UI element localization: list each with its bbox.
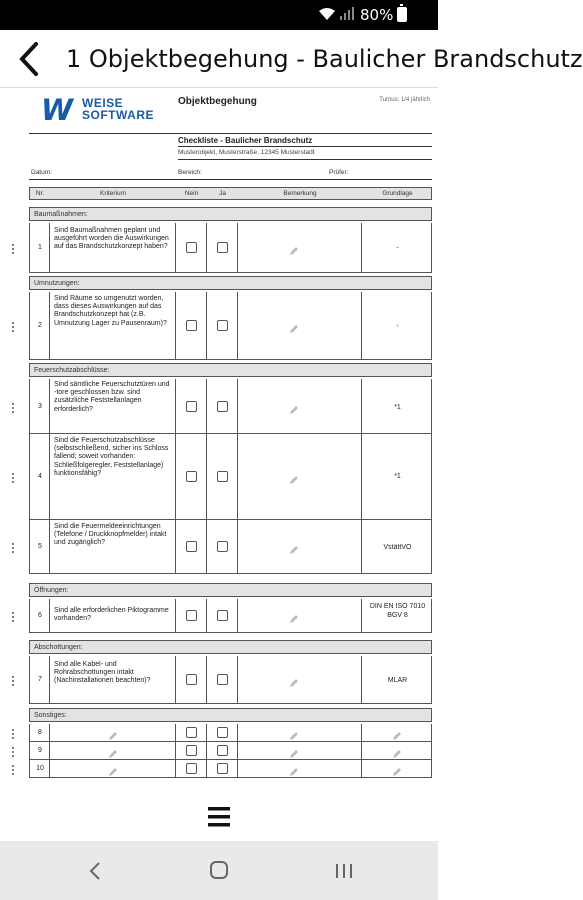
- criterion-text: Sind alle Kabel- und Rohrabschottungen intakt (Nachinstallationen beachten)?: [54, 661, 151, 685]
- table-header: [29, 187, 432, 200]
- checklist-row: [29, 379, 432, 434]
- edit-remark-icon[interactable]: [289, 746, 299, 756]
- drag-handle-icon[interactable]: [10, 401, 16, 413]
- checkbox-nein[interactable]: [186, 242, 197, 253]
- battery-icon: [397, 7, 407, 22]
- checkbox-ja[interactable]: [217, 471, 228, 482]
- section-header: Baumaßnahmen:: [29, 207, 432, 221]
- edit-remark-icon[interactable]: [289, 542, 299, 552]
- criterion-text: Sind Räume so umgenutzt worden, dass dieses Auswirkungen auf das Brandschutzkonzept hat (z.B. Umnutzung Lager zu Pausenraum)?: [54, 295, 167, 327]
- edit-remark-icon[interactable]: [289, 675, 299, 685]
- row-number: 4: [38, 473, 42, 480]
- row-number: 8: [38, 729, 42, 736]
- edit-remark-icon[interactable]: [289, 402, 299, 412]
- drag-handle-icon[interactable]: [10, 727, 16, 739]
- row-number: 7: [38, 676, 42, 683]
- status-bar: [0, 0, 438, 30]
- checklist-row-empty: [29, 760, 432, 778]
- checkbox-nein[interactable]: [186, 727, 197, 738]
- drag-handle-icon[interactable]: [10, 541, 16, 553]
- battery-percent: 80%: [360, 6, 394, 24]
- edit-grundlage-icon[interactable]: [392, 764, 402, 774]
- edit-remark-icon[interactable]: [289, 611, 299, 621]
- criterion-text: Sind die Feuerschutzabschlüsse (selbstschließend, sicher ins Schloss fallend; soweit vorhanden: Schließfolgeregler, Feststellanlage) funktionsfähig?: [54, 437, 169, 477]
- checklist-row-empty: [29, 724, 432, 742]
- grundlage-text: -: [396, 245, 399, 252]
- signal-icon: [339, 7, 355, 21]
- checklist-title: Checkliste - Baulicher Brandschutz: [178, 136, 313, 145]
- checkbox-nein[interactable]: [186, 320, 197, 331]
- checklist-row-empty: [29, 742, 432, 760]
- checklist-row: [29, 292, 432, 360]
- weise-software-logo: [41, 93, 169, 127]
- checkbox-nein[interactable]: [186, 674, 197, 685]
- edit-remark-icon[interactable]: [289, 243, 299, 253]
- grundlage-text: VstättVO: [383, 544, 412, 551]
- criterion-text: Sind die Feuermeldeeinrichtungen (Telefone / Druckknopfmelder) intakt und zugänglich?: [54, 523, 167, 547]
- checkbox-nein[interactable]: [186, 471, 197, 482]
- row-number: 2: [38, 322, 42, 329]
- col-nr: Nr.: [35, 190, 45, 197]
- edit-remark-icon[interactable]: [289, 321, 299, 331]
- app-bar: [0, 30, 583, 88]
- section-header: Abschottungen:: [29, 640, 432, 654]
- col-nein: Nein: [184, 190, 199, 197]
- grundlage-text: -: [396, 323, 399, 330]
- checkbox-ja[interactable]: [217, 320, 228, 331]
- checkbox-nein[interactable]: [186, 401, 197, 412]
- divider: [29, 133, 432, 134]
- drag-handle-icon[interactable]: [10, 745, 16, 757]
- checklist-row: [29, 223, 432, 273]
- col-ja: Ja: [219, 190, 226, 197]
- system-recents-icon[interactable]: [333, 860, 355, 882]
- checklist-row: [29, 520, 432, 574]
- edit-remark-icon[interactable]: [289, 472, 299, 482]
- divider: [178, 159, 432, 160]
- col-kriterium: Kriterium: [99, 190, 126, 197]
- checkbox-nein[interactable]: [186, 610, 197, 621]
- system-back-icon[interactable]: [86, 860, 106, 882]
- edit-grundlage-icon[interactable]: [392, 746, 402, 756]
- grundlage-text: *1: [394, 473, 401, 480]
- logo-line1: WEISE: [82, 96, 124, 110]
- section-header: Sonstiges:: [29, 708, 432, 722]
- criterion-text: Sind sämtliche Feuerschutztüren und -tore geschlossen bzw. sind zusätzliche Feststellanlagen erforderlich?: [54, 381, 170, 413]
- menu-icon[interactable]: [196, 802, 242, 832]
- section-header: Feuerschutzabschlüsse:: [29, 363, 432, 377]
- col-grundlage: Grundlage: [382, 190, 413, 197]
- checklist-row: [29, 434, 432, 520]
- row-number: 1: [38, 244, 42, 251]
- checkbox-ja[interactable]: [217, 610, 228, 621]
- checkbox-ja[interactable]: [217, 763, 228, 774]
- pruefer-label: Prüfer:: [329, 169, 349, 176]
- row-number: 6: [38, 612, 42, 619]
- logo-mark: W: [41, 93, 70, 127]
- edit-grundlage-icon[interactable]: [392, 728, 402, 738]
- grundlage-text: MLAR: [387, 677, 408, 684]
- criterion-text: Sind Baumaßnahmen geplant und ausgeführt worden die Auswirkungen auf das Brandschutzkonzept haben?: [54, 227, 169, 251]
- checkbox-ja[interactable]: [217, 242, 228, 253]
- row-number: 10: [36, 765, 44, 772]
- doc-type: Objektbegehung: [178, 96, 257, 107]
- drag-handle-icon[interactable]: [10, 471, 16, 483]
- object-address: Musterobjekt, Musterstraße, 12345 Musterstadt: [178, 149, 315, 156]
- checklist-document: [29, 89, 432, 786]
- col-bemerkung: Bemerkung: [283, 190, 317, 197]
- criterion-text: Sind alle erforderlichen Piktogramme vorhanden?: [54, 607, 169, 623]
- row-number: 3: [38, 402, 42, 410]
- bereich-label: Bereich:: [178, 169, 202, 176]
- checkbox-ja[interactable]: [217, 727, 228, 738]
- turnus-label: Turnus: 1/4 jährlich: [379, 97, 430, 103]
- drag-handle-icon[interactable]: [10, 242, 16, 254]
- grundlage-text: DIN EN ISO 7010 BGV 8: [369, 603, 426, 619]
- row-number: 9: [38, 747, 42, 754]
- checkbox-ja[interactable]: [217, 541, 228, 552]
- checkbox-nein[interactable]: [186, 541, 197, 552]
- page-title: 1 Objektbegehung - Baulicher Brandschutz: [66, 45, 583, 73]
- system-home-icon[interactable]: [208, 859, 230, 881]
- checkbox-ja[interactable]: [217, 401, 228, 412]
- logo-line2: SOFTWARE: [82, 108, 154, 122]
- checkbox-ja[interactable]: [217, 674, 228, 685]
- edit-remark-icon[interactable]: [289, 728, 299, 738]
- edit-criterion-icon[interactable]: [108, 746, 118, 756]
- section-header: Umnutzungen:: [29, 276, 432, 290]
- checklist-row: [29, 656, 432, 704]
- divider: [29, 179, 432, 180]
- wifi-icon: [318, 7, 336, 21]
- drag-handle-icon[interactable]: [10, 320, 16, 332]
- divider: [178, 146, 432, 147]
- grundlage-text: *1: [394, 404, 401, 411]
- drag-handle-icon[interactable]: [10, 763, 16, 775]
- back-arrow-icon[interactable]: [14, 40, 48, 78]
- edit-criterion-icon[interactable]: [108, 764, 118, 774]
- checkbox-nein[interactable]: [186, 745, 197, 756]
- drag-handle-icon[interactable]: [10, 610, 16, 622]
- checklist-row: [29, 599, 432, 633]
- checkbox-nein[interactable]: [186, 763, 197, 774]
- row-number: 5: [38, 543, 42, 550]
- checkbox-ja[interactable]: [217, 745, 228, 756]
- edit-criterion-icon[interactable]: [108, 728, 118, 738]
- section-header: Öffnungen:: [29, 583, 432, 597]
- drag-handle-icon[interactable]: [10, 674, 16, 686]
- edit-remark-icon[interactable]: [289, 764, 299, 774]
- datum-label: Datum:: [31, 169, 52, 176]
- document-viewer[interactable]: [0, 89, 438, 786]
- system-nav-bar: [0, 841, 438, 900]
